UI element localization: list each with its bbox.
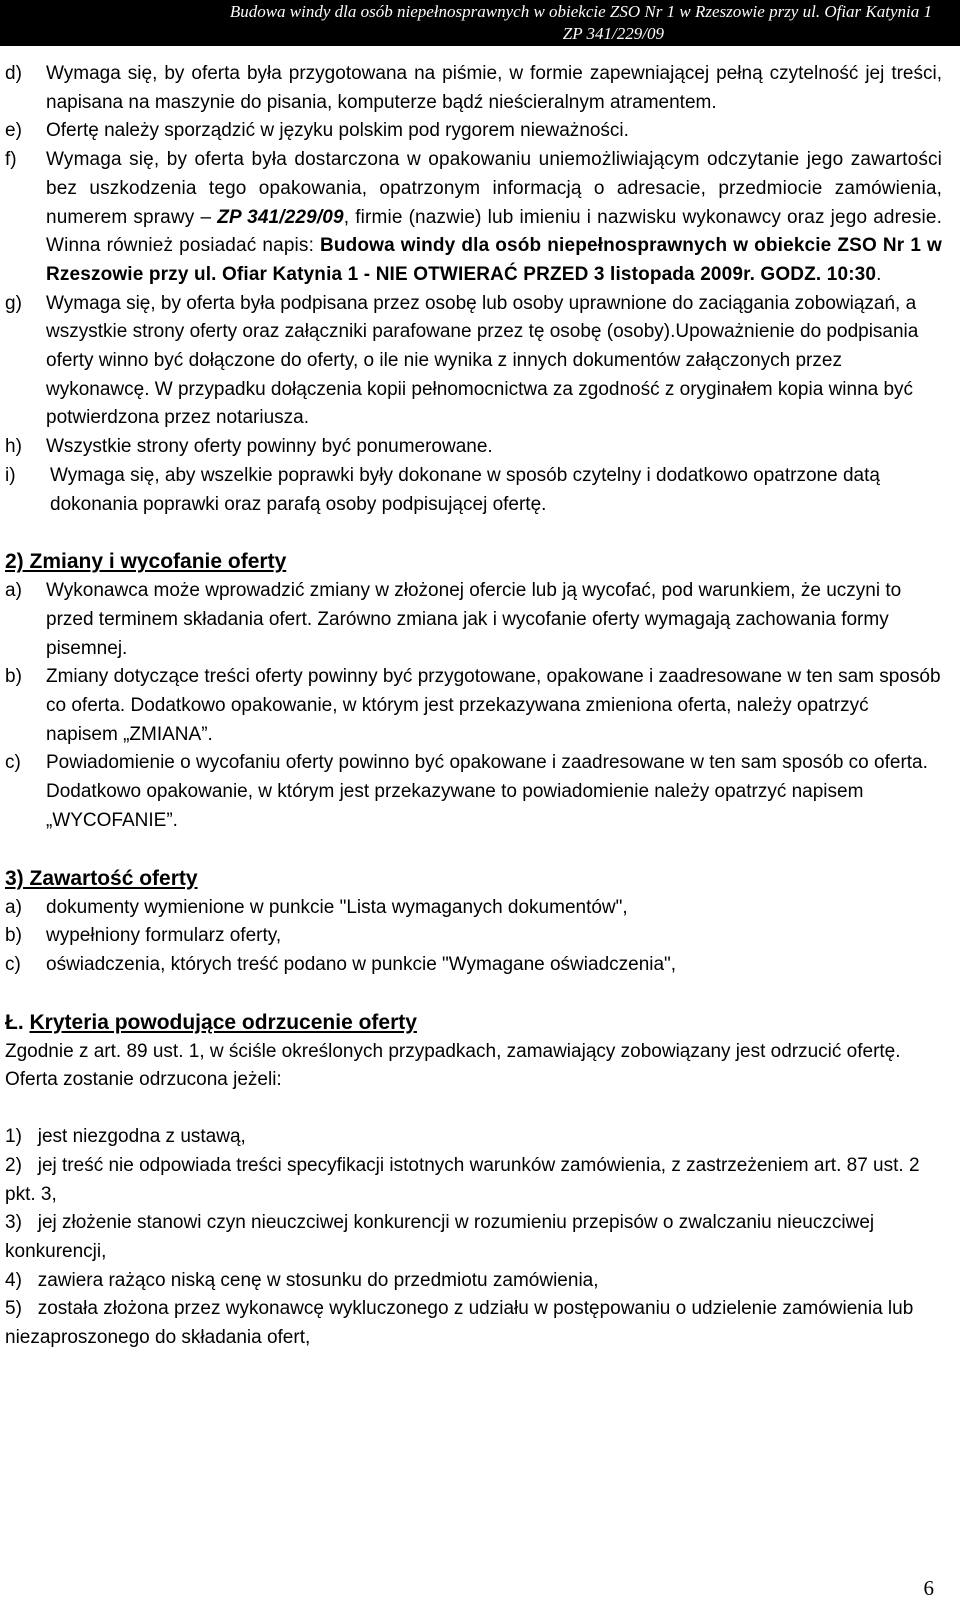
section-heading-changes: 2) Zmiany i wycofanie oferty — [5, 550, 287, 574]
rejection-intro: Zgodnie z art. 89 ust. 1, w ściśle określonych przypadkach, zamawiający zobowiązany jest odrzucić ofertę. Oferta zostanie odrzucona jeżeli: — [5, 1040, 901, 1091]
rejection-item: 5) została złożona przez wykonawcę wykluczonego z udziału w postępowaniu o udzielenie zamówienia lub niezaproszonego do składania ofert, — [5, 1298, 919, 1349]
list-item-d — [0, 60, 960, 117]
item-f-text2: , firmie (nazwie) lub imieniu i nazwisku wykonawcy oraz jego adresie. — [343, 206, 942, 228]
list-item-e — [0, 117, 960, 146]
item-label: a) — [5, 580, 22, 602]
item-text: dokumenty wymienione w punkcie "Lista wymaganych dokumentów", — [46, 896, 628, 918]
header-case-number: ZP 341/229/09 — [562, 24, 664, 43]
item-f-text1: Wymaga się, by oferta była dostarczona w opakowaniu uniemożliwiającym odczytanie jego zawartości bez uszkodzenia tego opakowania, opatrzonym informacją o adresacie, przedmiocie zamówienia, numerem sprawy – — [46, 149, 942, 228]
item-text: Wymaga się, aby wszelkie poprawki były dokonane w sposób czytelny i dodatkowo opatrzone datą dokonania poprawki oraz parafą osoby podpisującej ofertę. — [50, 464, 880, 515]
item-label: c) — [5, 953, 21, 975]
list-item-2c — [0, 749, 960, 835]
spacer — [0, 519, 960, 547]
item-text: Ofertę należy sporządzić w języku polskim pod rygorem nieważności. — [46, 120, 629, 142]
list-item-2b — [0, 663, 960, 749]
list-item-f — [0, 146, 960, 290]
list-item-i — [0, 462, 960, 519]
item-label: i) — [5, 464, 16, 486]
item-label: f) — [5, 149, 17, 171]
spacer — [0, 980, 960, 1008]
item-text: Zmiany dotyczące treści oferty powinny być przygotowane, opakowane i zaadresowane w ten sam sposób co oferta. Dodatkowo opakowanie, w którym jest przekazywana zmieniona oferta, należy opatrzyć napisem „ZMIANA”. — [46, 666, 941, 745]
rejection-item: 3) jej złożenie stanowi czyn nieuczciwej konkurencji w rozumieniu przepisów o zwalczaniu nieuczciwej konkurencji, — [5, 1212, 880, 1262]
spacer — [0, 1095, 960, 1123]
header-title: Budowa windy dla osób niepełnosprawnych w obiekcie ZSO Nr 1 w Rzeszowie przy ul. Ofiar Katynia 1 — [229, 2, 932, 21]
item-label: e) — [5, 120, 22, 142]
item-text: oświadczenia, których treść podano w punkcie "Wymagane oświadczenia", — [46, 953, 677, 975]
list-item-2a — [0, 577, 960, 663]
item-label: d) — [5, 63, 22, 84]
item-f-end: . — [876, 263, 882, 285]
item-text: Powiadomienie o wycofaniu oferty powinno być opakowane i zaadresowane w ten sam sposób co oferta. Dodatkowo opakowanie, w którym jest przekazywane to powiadomienie należy opatrzyć napisem „WYCOFANIE”. — [46, 752, 928, 831]
list-item-3a — [0, 894, 960, 923]
item-text-f — [46, 146, 960, 290]
running-header — [0, 0, 960, 46]
section-heading-contents: 3) Zawartość oferty — [5, 866, 198, 890]
list-item-h — [0, 433, 960, 462]
list-item-3b — [0, 922, 960, 951]
item-label: b) — [5, 666, 22, 688]
rejection-item: 4) zawiera rażąco niską cenę w stosunku do przedmiotu zamówienia, — [5, 1269, 599, 1291]
item-text: Wymaga się, by oferta była podpisana przez osobę lub osoby uprawnione do zaciągania zobowiązań, a wszystkie strony oferty oraz załączniki parafowane przez tę osobę (osoby).Upoważnienie do podpisania oferty winno być dołączone do oferty, o ile nie wynika z innych dokumentów załączonych przez wykonawcę. W przypadku dołączenia kopii pełnomocnictwa za zgodność z oryginałem kopia winna być potwierdzona przez notariusza. — [46, 292, 919, 429]
envelope-inscription: Budowa windy dla osób niepełnosprawnych w obiekcie ZSO Nr 1 w Rzeszowie przy ul. Ofiar Katynia 1 - NIE OTWIERAĆ PRZED 3 listopada 2009r. GODZ. 10:30 — [46, 235, 942, 285]
item-text: Wszystkie strony oferty powinny być ponumerowane. — [46, 436, 493, 458]
case-reference: ZP 341/229/09 — [217, 206, 344, 228]
section-heading-rejection — [5, 1008, 960, 1038]
spacer — [0, 836, 960, 864]
list-item-3c — [0, 951, 960, 980]
item-label: c) — [5, 752, 21, 774]
item-text: Wymaga się, by oferta była przygotowana na piśmie, w formie zapewniającej pełną czytelność jej treści, napisana na maszynie do pisania, komputerze bądź nieścieralnym atramentem. — [46, 63, 942, 113]
list-item-g — [0, 290, 960, 434]
page-number: 6 — [923, 1576, 934, 1600]
item-label: g) — [5, 292, 22, 314]
item-text: wypełniony formularz oferty, — [46, 925, 282, 947]
item-label: b) — [5, 925, 22, 947]
section-letter: Ł. — [5, 1010, 30, 1034]
item-label: h) — [5, 436, 22, 458]
section-title: Kryteria powodujące odrzucenie oferty — [29, 1010, 417, 1034]
item-f-text3: Winna również posiadać napis: — [46, 235, 321, 257]
document-body — [0, 60, 960, 1353]
item-text: Wykonawca może wprowadzić zmiany w złożonej ofercie lub ją wycofać, pod warunkiem, że uczyni to przed terminem składania ofert. Zarówno zmiana jak i wycofanie oferty wymagają zachowania formy pisemnej. — [46, 580, 902, 659]
item-label: a) — [5, 896, 22, 918]
rejection-item: 2) jej treść nie odpowiada treści specyfikacji istotnych warunków zamówienia, z zastrzeżeniem art. 87 ust. 2 pkt. 3, — [5, 1154, 925, 1205]
rejection-item: 1) jest niezgodna z ustawą, — [5, 1126, 246, 1148]
